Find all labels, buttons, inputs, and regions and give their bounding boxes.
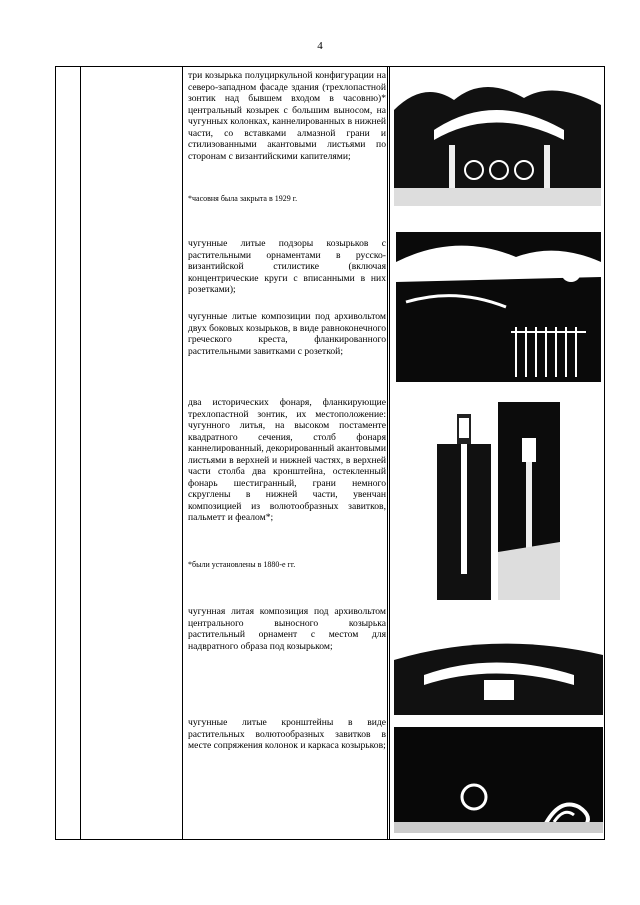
column-divider	[80, 67, 81, 839]
item-text-central-archivolt: чугунная литая композиция под архивольтом центрального выносного козырька растительный орнамент с местом для надвратного образа под козырьком;	[188, 606, 386, 652]
item-text-brackets: чугунные литые кронштейны в виде растительных волютообразных завитков в месте сопряжения колонок и каркаса козырьков;	[188, 717, 386, 751]
bracket-photo-icon	[394, 727, 603, 833]
central-canopy-photo-icon	[394, 630, 603, 715]
item-footnote-chapel: *часовня была закрыта в 1929 г.	[188, 194, 298, 203]
item-text-valances: чугунные литые подзоры козырьков с растительными орнаментами в русско-византийской стилистике (включая концентрические круги с вписанными в них розетками);	[188, 238, 386, 295]
page-number: 4	[317, 40, 323, 52]
column-divider	[182, 67, 183, 839]
cast-iron-valance-photo-icon	[396, 232, 601, 382]
item-footnote-lanterns: *были установлены в 1880-е гг.	[188, 560, 296, 569]
canopy-photo-icon	[394, 70, 601, 206]
lantern-photo-right-icon	[498, 402, 560, 600]
lantern-photo-left-icon	[437, 404, 491, 600]
item-text-canopies: три козырька полуциркульной конфигурации на северо-западном фасаде здания (трехлопастной зонтик над бывшем входом в часовню)* центральный козырек с большим выносом, на чугунных колонках, каннелированных в нижней части, со вставками алмазной грани и стилизованными акантовыми листьями по сторонам с византийскими капителями;	[188, 70, 386, 162]
item-text-greek-cross: чугунные литые композиции под архивольтом двух боковых козырьков, в виде равноконечного греческого креста, фланкированного растительными завитками с розеткой;	[188, 311, 386, 357]
item-text-lanterns: два исторических фонаря, фланкирующие трехлопастной зонтик, их местоположение: чугунного литья, на высоком постаменте квадратного сечения, столб фонаря каннелированный, декорированный акантовыми листьями в верхней и нижней частях, в верхней части столба два кронштейна, остекленный фонарь шестигранный, грани немного скруглены в нижней части, увенчан композицией из волютообразных завитков, пальметт и феалом*;	[188, 397, 386, 523]
column-divider	[387, 67, 390, 839]
